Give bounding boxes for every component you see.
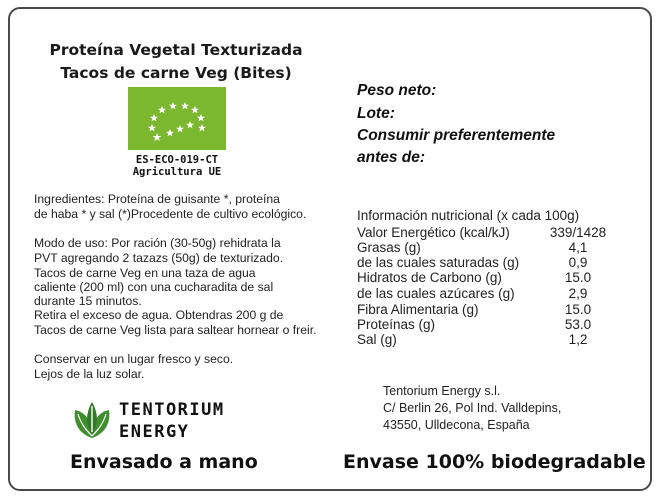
- storage-line: Conservar en un lugar fresco y seco.: [34, 352, 234, 366]
- product-title: Proteína Vegetal Texturizada: [49, 41, 303, 59]
- nutrition-value: 339/1428: [549, 225, 607, 240]
- nutrition-value: 15.0: [564, 302, 592, 317]
- nutrition-label: Valor Energético (kcal/kJ): [357, 225, 510, 240]
- nutrition-label: Fibra Alimentaria (g): [357, 302, 479, 317]
- nutrition-label: de las cuales azúcares (g): [357, 286, 515, 301]
- nutrition-row: [357, 240, 617, 255]
- nutrition-label: Sal (g): [357, 332, 397, 347]
- usage-line: Retira el exceso de agua. Obtendras 200 g de: [34, 308, 284, 322]
- nutrition-header: Información nutricional (x cada 100g): [357, 208, 580, 223]
- brand-name: ENERGY: [119, 422, 190, 442]
- nutrition-row: [357, 302, 617, 317]
- nutrition-row: [357, 225, 617, 240]
- usage-line: Modo de uso: Por ración (30-50g) rehidrata la: [34, 236, 281, 250]
- eco-certification-code: ES-ECO-019-CT: [135, 154, 219, 166]
- company-name: Tentorium Energy s.l.: [383, 384, 501, 398]
- nutrition-label: Proteínas (g): [357, 317, 436, 332]
- nutrition-value: 15.0: [564, 270, 592, 285]
- nutrition-label: de las cuales saturadas (g): [357, 255, 520, 270]
- usage-line: Tacos de carne Veg lista para saltear hornear o freir.: [34, 323, 317, 337]
- ingredients-line: Ingredientes: Proteína de guisante *, proteína: [34, 192, 280, 206]
- nutrition-row: [357, 317, 617, 332]
- brand-name: TENTORIUM: [119, 400, 225, 420]
- nutrition-value: 53.0: [564, 317, 592, 332]
- storage-line: Lejos de la luz solar.: [34, 367, 145, 381]
- nutrition-row: [357, 332, 617, 347]
- best-before-label: Consumir preferentemente: [357, 127, 556, 144]
- best-before-label: antes de:: [357, 149, 426, 166]
- biodegradable-label: Envase 100% biodegradable: [343, 451, 646, 473]
- eco-origin: Agricultura UE: [132, 166, 222, 178]
- nutrition-row: [357, 286, 617, 301]
- lot-label: Lote:: [357, 105, 395, 122]
- company-address: 43550, Ulldecona, España: [383, 418, 530, 432]
- usage-line: Tacos de carne Veg en una taza de agua: [34, 266, 256, 280]
- ingredients-line: de haba * y sal (*)Procedente de cultivo ecológico.: [34, 207, 307, 221]
- usage-line: durante 15 minutos.: [34, 294, 142, 308]
- nutrition-value: 4,1: [568, 240, 588, 255]
- nutrition-label: Hidratos de Carbono (g): [357, 270, 502, 285]
- product-subtitle: Tacos de carne Veg (Bites): [60, 64, 292, 82]
- nutrition-value: 0,9: [568, 255, 588, 270]
- usage-line: PVT agregando 2 tazazs (50g) de texturizado.: [34, 251, 284, 265]
- leaf-logo-icon: [70, 398, 114, 442]
- nutrition-value: 2,9: [568, 286, 588, 301]
- nutrition-label: Grasas (g): [357, 240, 421, 255]
- net-weight-label: Peso neto:: [357, 82, 437, 99]
- company-address: C/ Berlin 26, Pol Ind. Valldepins,: [383, 401, 562, 415]
- eu-organic-leaf-icon: [128, 87, 226, 150]
- hand-packed-label: Envasado a mano: [70, 451, 258, 473]
- nutrition-row: [357, 255, 617, 270]
- nutrition-value: 1,2: [568, 332, 588, 347]
- nutrition-row: [357, 270, 617, 285]
- usage-line: caliente (200 ml) con una cucharadita de sal: [34, 280, 274, 294]
